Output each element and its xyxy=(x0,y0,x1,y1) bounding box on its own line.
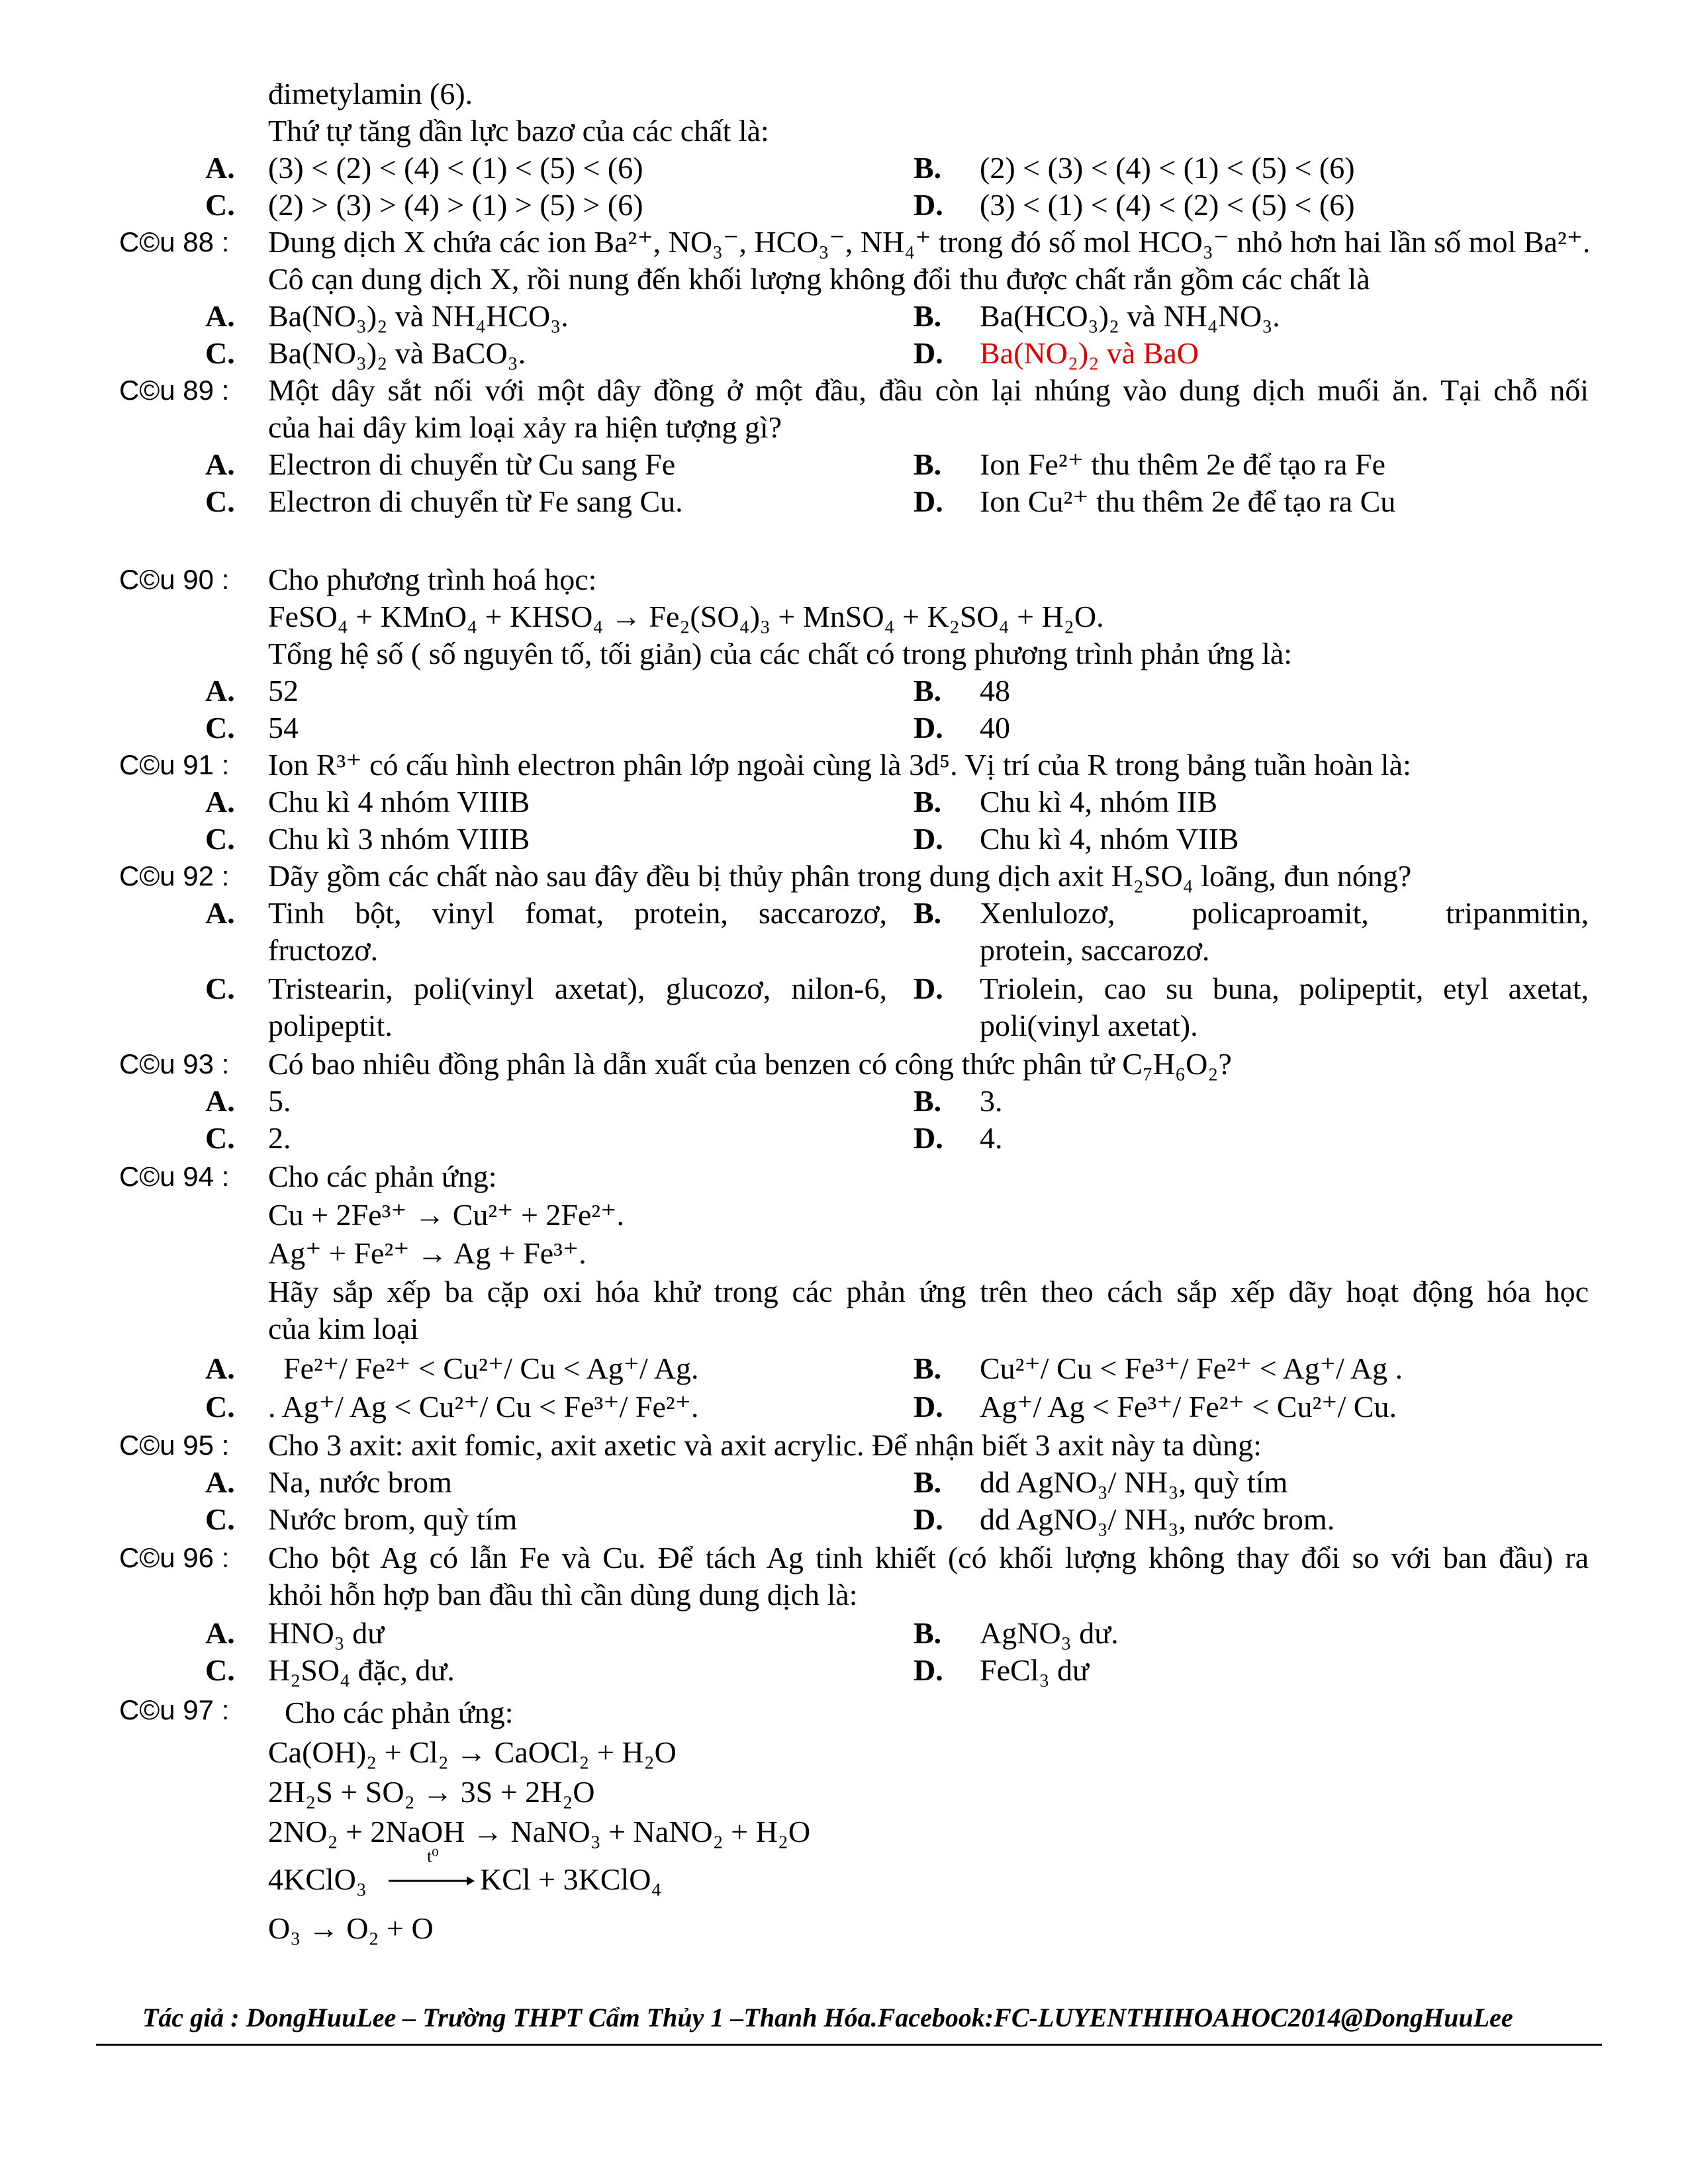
q97-reaction-1: Ca(OH)₂ + Cl₂ → CaOCl₂ + H₂O xyxy=(268,1735,677,1769)
q97-reaction-4-reactant: 4KClO₃ xyxy=(268,1862,367,1896)
q93-option-b: 3. xyxy=(980,1084,1003,1118)
q91-letter-b: B. xyxy=(914,785,942,819)
q92-option-c-line1: Tristearin, poli(vinyl axetat), glucozơ, nilon-6, xyxy=(268,972,887,1005)
q87-text-end: đimetylamin (6). xyxy=(268,77,473,111)
question-92-number: C©u 92 : xyxy=(119,860,230,891)
question-90-number: C©u 90 : xyxy=(119,564,230,595)
q88-option-c: Ba(NO₃)₂ và BaCO₃. xyxy=(268,336,526,370)
q94-option-d: Ag⁺/ Ag < Fe³⁺/ Fe²⁺ < Cu²⁺/ Cu. xyxy=(980,1390,1397,1424)
q94-letter-c: C. xyxy=(205,1390,235,1424)
q87-letter-c: C. xyxy=(205,188,235,222)
question-97-number: C©u 97 : xyxy=(119,1694,230,1725)
question-97-text: Cho các phản ứng: xyxy=(285,1696,514,1729)
q96-option-b: AgNO₃ dư. xyxy=(980,1616,1119,1650)
q92-option-b-line1: Xenlulozơ, policaproamit, tripanmitin, xyxy=(980,896,1589,930)
q93-letter-c: C. xyxy=(205,1121,235,1155)
question-94-text: Cho các phản ứng: xyxy=(268,1160,497,1193)
q91-option-d: Chu kì 4, nhóm VIIB xyxy=(980,822,1239,856)
q87-option-b: (2) < (3) < (4) < (1) < (5) < (6) xyxy=(980,151,1355,185)
q88-letter-d: D. xyxy=(914,336,943,370)
q97-reaction-4-products: KCl + 3KClO₄ xyxy=(480,1862,662,1896)
q92-option-c-line2: polipeptit. xyxy=(268,1009,393,1042)
q87-letter-d: D. xyxy=(914,188,943,222)
q89-option-b: Ion Fe²⁺ thu thêm 2e để tạo ra Fe xyxy=(980,447,1385,481)
q92-letter-b: B. xyxy=(914,896,942,930)
q96-letter-a: A. xyxy=(205,1616,235,1650)
q95-letter-d: D. xyxy=(914,1502,943,1536)
q96-letter-b: B. xyxy=(914,1616,942,1650)
q89-letter-c: C. xyxy=(205,484,235,518)
q96-option-d: FeCl₃ dư xyxy=(980,1653,1089,1687)
q90-letter-b: B. xyxy=(914,674,942,707)
q94-option-a: Fe²⁺/ Fe²⁺ < Cu²⁺/ Cu < Ag⁺/ Ag. xyxy=(283,1351,699,1385)
q92-letter-c: C. xyxy=(205,972,235,1005)
q94-option-b: Cu²⁺/ Cu < Fe³⁺/ Fe²⁺ < Ag⁺/ Ag . xyxy=(980,1351,1403,1385)
question-96-number: C©u 96 : xyxy=(119,1542,230,1573)
q92-option-d-line2: poli(vinyl axetat). xyxy=(980,1009,1198,1042)
q96-letter-c: C. xyxy=(205,1653,235,1687)
question-94-prompt: Hãy sắp xếp ba cặp oxi hóa khử trong các phản ứng trên theo cách sắp xếp dãy hoạt động hóa học xyxy=(268,1275,1589,1308)
q97-reaction-5: O₃ → O₂ + O xyxy=(268,1911,434,1945)
q89-option-d: Ion Cu²⁺ thu thêm 2e để tạo ra Cu xyxy=(980,484,1396,518)
q92-option-a-line2: fructozơ. xyxy=(268,933,379,967)
q93-option-a: 5. xyxy=(268,1084,291,1118)
question-94-prompt-2: của kim loại xyxy=(268,1312,419,1345)
question-89-text-2: của hai dây kim loại xảy ra hiện tượng gì? xyxy=(268,410,782,444)
q89-option-c: Electron di chuyển từ Fe sang Cu. xyxy=(268,484,683,518)
q88-letter-b: B. xyxy=(914,299,942,333)
q92-option-a-line1: Tinh bột, vinyl fomat, protein, saccarozơ, xyxy=(268,896,887,930)
q91-letter-c: C. xyxy=(205,822,235,856)
question-94-reaction-1: Cu + 2Fe³⁺ → Cu²⁺ + 2Fe²⁺. xyxy=(268,1198,624,1232)
question-94-reaction-2: Ag⁺ + Fe²⁺ → Ag + Fe³⁺. xyxy=(268,1236,586,1270)
q87-option-c: (2) > (3) > (4) > (1) > (5) > (6) xyxy=(268,188,643,222)
q90-option-d: 40 xyxy=(980,711,1010,745)
q95-letter-b: B. xyxy=(914,1465,942,1499)
q96-option-c: H₂SO₄ đặc, dư. xyxy=(268,1653,455,1687)
question-88-number: C©u 88 : xyxy=(119,226,230,257)
q87-prompt: Thứ tự tăng dần lực bazơ của các chất là: xyxy=(268,114,769,148)
question-89-number: C©u 89 : xyxy=(119,375,230,406)
q91-option-b: Chu kì 4, nhóm IIB xyxy=(980,785,1218,819)
question-95-text: Cho 3 axit: axit fomic, axit axetic và axit acrylic. Để nhận biết 3 axit này ta dùng: xyxy=(268,1428,1262,1462)
q93-option-d: 4. xyxy=(980,1121,1003,1155)
question-96-text: Cho bột Ag có lẫn Fe và Cu. Để tách Ag tinh khiết (có khối lượng không thay đổi so với ban đầu) ra xyxy=(268,1541,1589,1574)
q94-letter-d: D. xyxy=(914,1390,943,1424)
q95-option-c: Nước brom, quỳ tím xyxy=(268,1502,518,1536)
question-90-prompt: Tổng hệ số ( số nguyên tố, tối giản) của các chất có trong phương trình phản ứng là: xyxy=(268,637,1293,670)
q90-option-a: 52 xyxy=(268,674,299,707)
q87-option-d: (3) < (1) < (4) < (2) < (5) < (6) xyxy=(980,188,1355,222)
question-95-number: C©u 95 : xyxy=(119,1430,230,1461)
q90-letter-d: D. xyxy=(914,711,943,745)
q88-option-d-highlighted: Ba(NO₂)₂ và BaO xyxy=(980,336,1199,370)
q87-letter-b: B. xyxy=(914,151,942,185)
question-93-number: C©u 93 : xyxy=(119,1048,230,1079)
q96-letter-d: D. xyxy=(914,1653,943,1687)
q93-letter-a: A. xyxy=(205,1084,235,1118)
q93-option-c: 2. xyxy=(268,1121,291,1155)
q88-option-b: Ba(HCO₃)₂ và NH₄NO₃. xyxy=(980,299,1280,333)
question-93-text: Có bao nhiêu đồng phân là dẫn xuất của benzen có công thức phân tử C₇H₆O₂? xyxy=(268,1047,1232,1081)
q94-letter-b: B. xyxy=(914,1351,942,1385)
q90-letter-c: C. xyxy=(205,711,235,745)
q88-letter-c: C. xyxy=(205,336,235,370)
q93-letter-d: D. xyxy=(914,1121,943,1155)
q97-reaction-3: 2NO₂ + 2NaOH → NaNO₃ + NaNO₂ + H₂O xyxy=(268,1815,811,1848)
question-89-text: Một dây sắt nối với một dây đồng ở một đầu, đầu còn lại nhúng vào dung dịch muối ăn. Tại chỗ nối xyxy=(268,373,1589,407)
q90-letter-a: A. xyxy=(205,674,235,707)
question-88-text-2: Cô cạn dung dịch X, rồi nung đến khối lượng không đổi thu được chất rắn gồm các chất là xyxy=(268,262,1370,296)
question-94-number: C©u 94 : xyxy=(119,1161,230,1192)
question-92-text: Dãy gồm các chất nào sau đây đều bị thủy phân trong dung dịch axit H₂SO₄ loãng, đun nóng? xyxy=(268,859,1412,893)
q95-option-b: dd AgNO₃/ NH₃, quỳ tím xyxy=(980,1465,1288,1499)
question-88-text: Dung dịch X chứa các ion Ba²⁺, NO₃⁻, HCO₃⁻, NH₄⁺ trong đó số mol HCO₃⁻ nhỏ hơn hai lần số mol Ba²⁺. xyxy=(268,225,1591,259)
q92-letter-d: D. xyxy=(914,972,943,1005)
q87-letter-a: A. xyxy=(205,151,235,185)
q92-letter-a: A. xyxy=(205,896,235,930)
q94-letter-a: A. xyxy=(205,1351,235,1385)
q91-option-a: Chu kì 4 nhóm VIIIB xyxy=(268,785,530,819)
q93-letter-b: B. xyxy=(914,1084,942,1118)
q88-letter-a: A. xyxy=(205,299,235,333)
q91-letter-d: D. xyxy=(914,822,943,856)
question-91-number: C©u 91 : xyxy=(119,749,230,780)
footer-rule xyxy=(96,2044,1602,2046)
q95-option-d: dd AgNO₃/ NH₃, nước brom. xyxy=(980,1502,1335,1536)
q96-option-a: HNO₃ dư xyxy=(268,1616,385,1650)
q87-option-a: (3) < (2) < (4) < (1) < (5) < (6) xyxy=(268,151,643,185)
q95-letter-c: C. xyxy=(205,1502,235,1536)
q95-option-a: Na, nước brom xyxy=(268,1465,452,1499)
footer-author: Tác giả : DongHuuLee – Trường THPT Cẩm Thủy 1 –Thanh Hóa.Facebook:FC-LUYENTHIHOAHOC2014@DongHuuLee xyxy=(142,2003,1513,2032)
q94-option-c: . Ag⁺/ Ag < Cu²⁺/ Cu < Fe³⁺/ Fe²⁺. xyxy=(268,1390,699,1424)
q91-option-c: Chu kì 3 nhóm VIIIB xyxy=(268,822,530,856)
q89-letter-b: B. xyxy=(914,447,942,481)
q89-letter-a: A. xyxy=(205,447,235,481)
q97-reaction-4-arrow xyxy=(387,1873,477,1889)
q92-option-d-line1: Triolein, cao su buna, polipeptit, etyl axetat, xyxy=(980,972,1589,1005)
q91-letter-a: A. xyxy=(205,785,235,819)
question-91-text: Ion R³⁺ có cấu hình electron phân lớp ngoài cùng là 3d⁵. Vị trí của R trong bảng tuần hoàn là: xyxy=(268,748,1411,782)
q95-letter-a: A. xyxy=(205,1465,235,1499)
q97-reaction-2: 2H₂S + SO₂ → 3S + 2H₂O xyxy=(268,1775,595,1809)
question-90-equation: FeSO₄ + KMnO₄ + KHSO₄ → Fe₂(SO₄)₃ + MnSO₄ + K₂SO₄ + H₂O. xyxy=(268,600,1104,633)
question-96-text-2: khỏi hỗn hợp ban đầu thì cần dùng dung dịch là: xyxy=(268,1578,858,1612)
q89-option-a: Electron di chuyển từ Cu sang Fe xyxy=(268,447,676,481)
q88-option-a: Ba(NO₃)₂ và NH₄HCO₃. xyxy=(268,299,569,333)
q90-option-b: 48 xyxy=(980,674,1010,707)
q97-reaction-4-heat-label: t⁰ xyxy=(427,1846,439,1866)
q92-option-b-line2: protein, saccarozơ. xyxy=(980,933,1210,967)
question-90-text: Cho phương trình hoá học: xyxy=(268,563,597,596)
q90-option-c: 54 xyxy=(268,711,299,745)
q89-letter-d: D. xyxy=(914,484,943,518)
